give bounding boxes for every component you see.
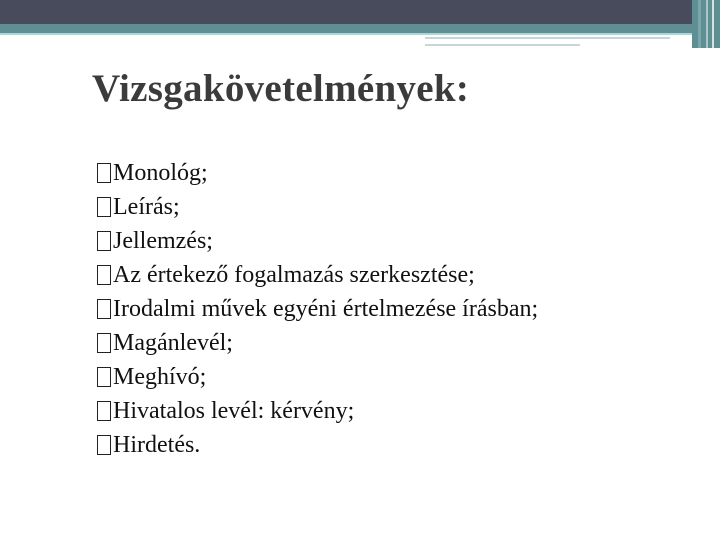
bullet-box-icon xyxy=(97,367,111,387)
list-item xyxy=(97,326,538,360)
bullet-box-icon xyxy=(97,299,111,319)
list-item xyxy=(97,292,538,326)
list-item xyxy=(97,156,538,190)
bullet-box-icon xyxy=(97,435,111,455)
list-item-text: Meghívó; xyxy=(113,364,207,390)
bullet-box-icon xyxy=(97,333,111,353)
header-dark-band xyxy=(0,0,720,24)
header-decoration xyxy=(0,0,720,48)
list-item-text: Az értekező fogalmazás szerkesztése; xyxy=(113,262,475,288)
header-teal-band xyxy=(0,24,720,33)
header-right-stripe xyxy=(706,0,708,48)
header-accent-line xyxy=(425,37,670,39)
bullet-box-icon xyxy=(97,401,111,421)
requirements-list xyxy=(97,156,538,462)
list-item-text: Monológ; xyxy=(113,160,208,186)
list-item xyxy=(97,258,538,292)
list-item xyxy=(97,224,538,258)
list-item-text: Leírás; xyxy=(113,194,180,220)
list-item-text: Magánlevél; xyxy=(113,330,233,356)
list-item-text: Hivatalos levél: kérvény; xyxy=(113,398,355,424)
list-item-text: Hirdetés. xyxy=(113,432,201,458)
list-item-text: Irodalmi művek egyéni értelmezése írásban; xyxy=(113,296,539,322)
header-right-stripe xyxy=(698,0,701,48)
bullet-box-icon xyxy=(97,197,111,217)
header-accent-line-short xyxy=(425,44,580,46)
header-light-line xyxy=(0,33,720,35)
list-item xyxy=(97,360,538,394)
list-item xyxy=(97,428,538,462)
list-item-text: Jellemzés; xyxy=(113,228,213,254)
list-item xyxy=(97,394,538,428)
slide-title: Vizsgakövetelmények: xyxy=(92,67,470,110)
header-right-stripe xyxy=(712,0,714,48)
bullet-box-icon xyxy=(97,265,111,285)
list-item xyxy=(97,190,538,224)
bullet-box-icon xyxy=(97,231,111,251)
bullet-box-icon xyxy=(97,163,111,183)
